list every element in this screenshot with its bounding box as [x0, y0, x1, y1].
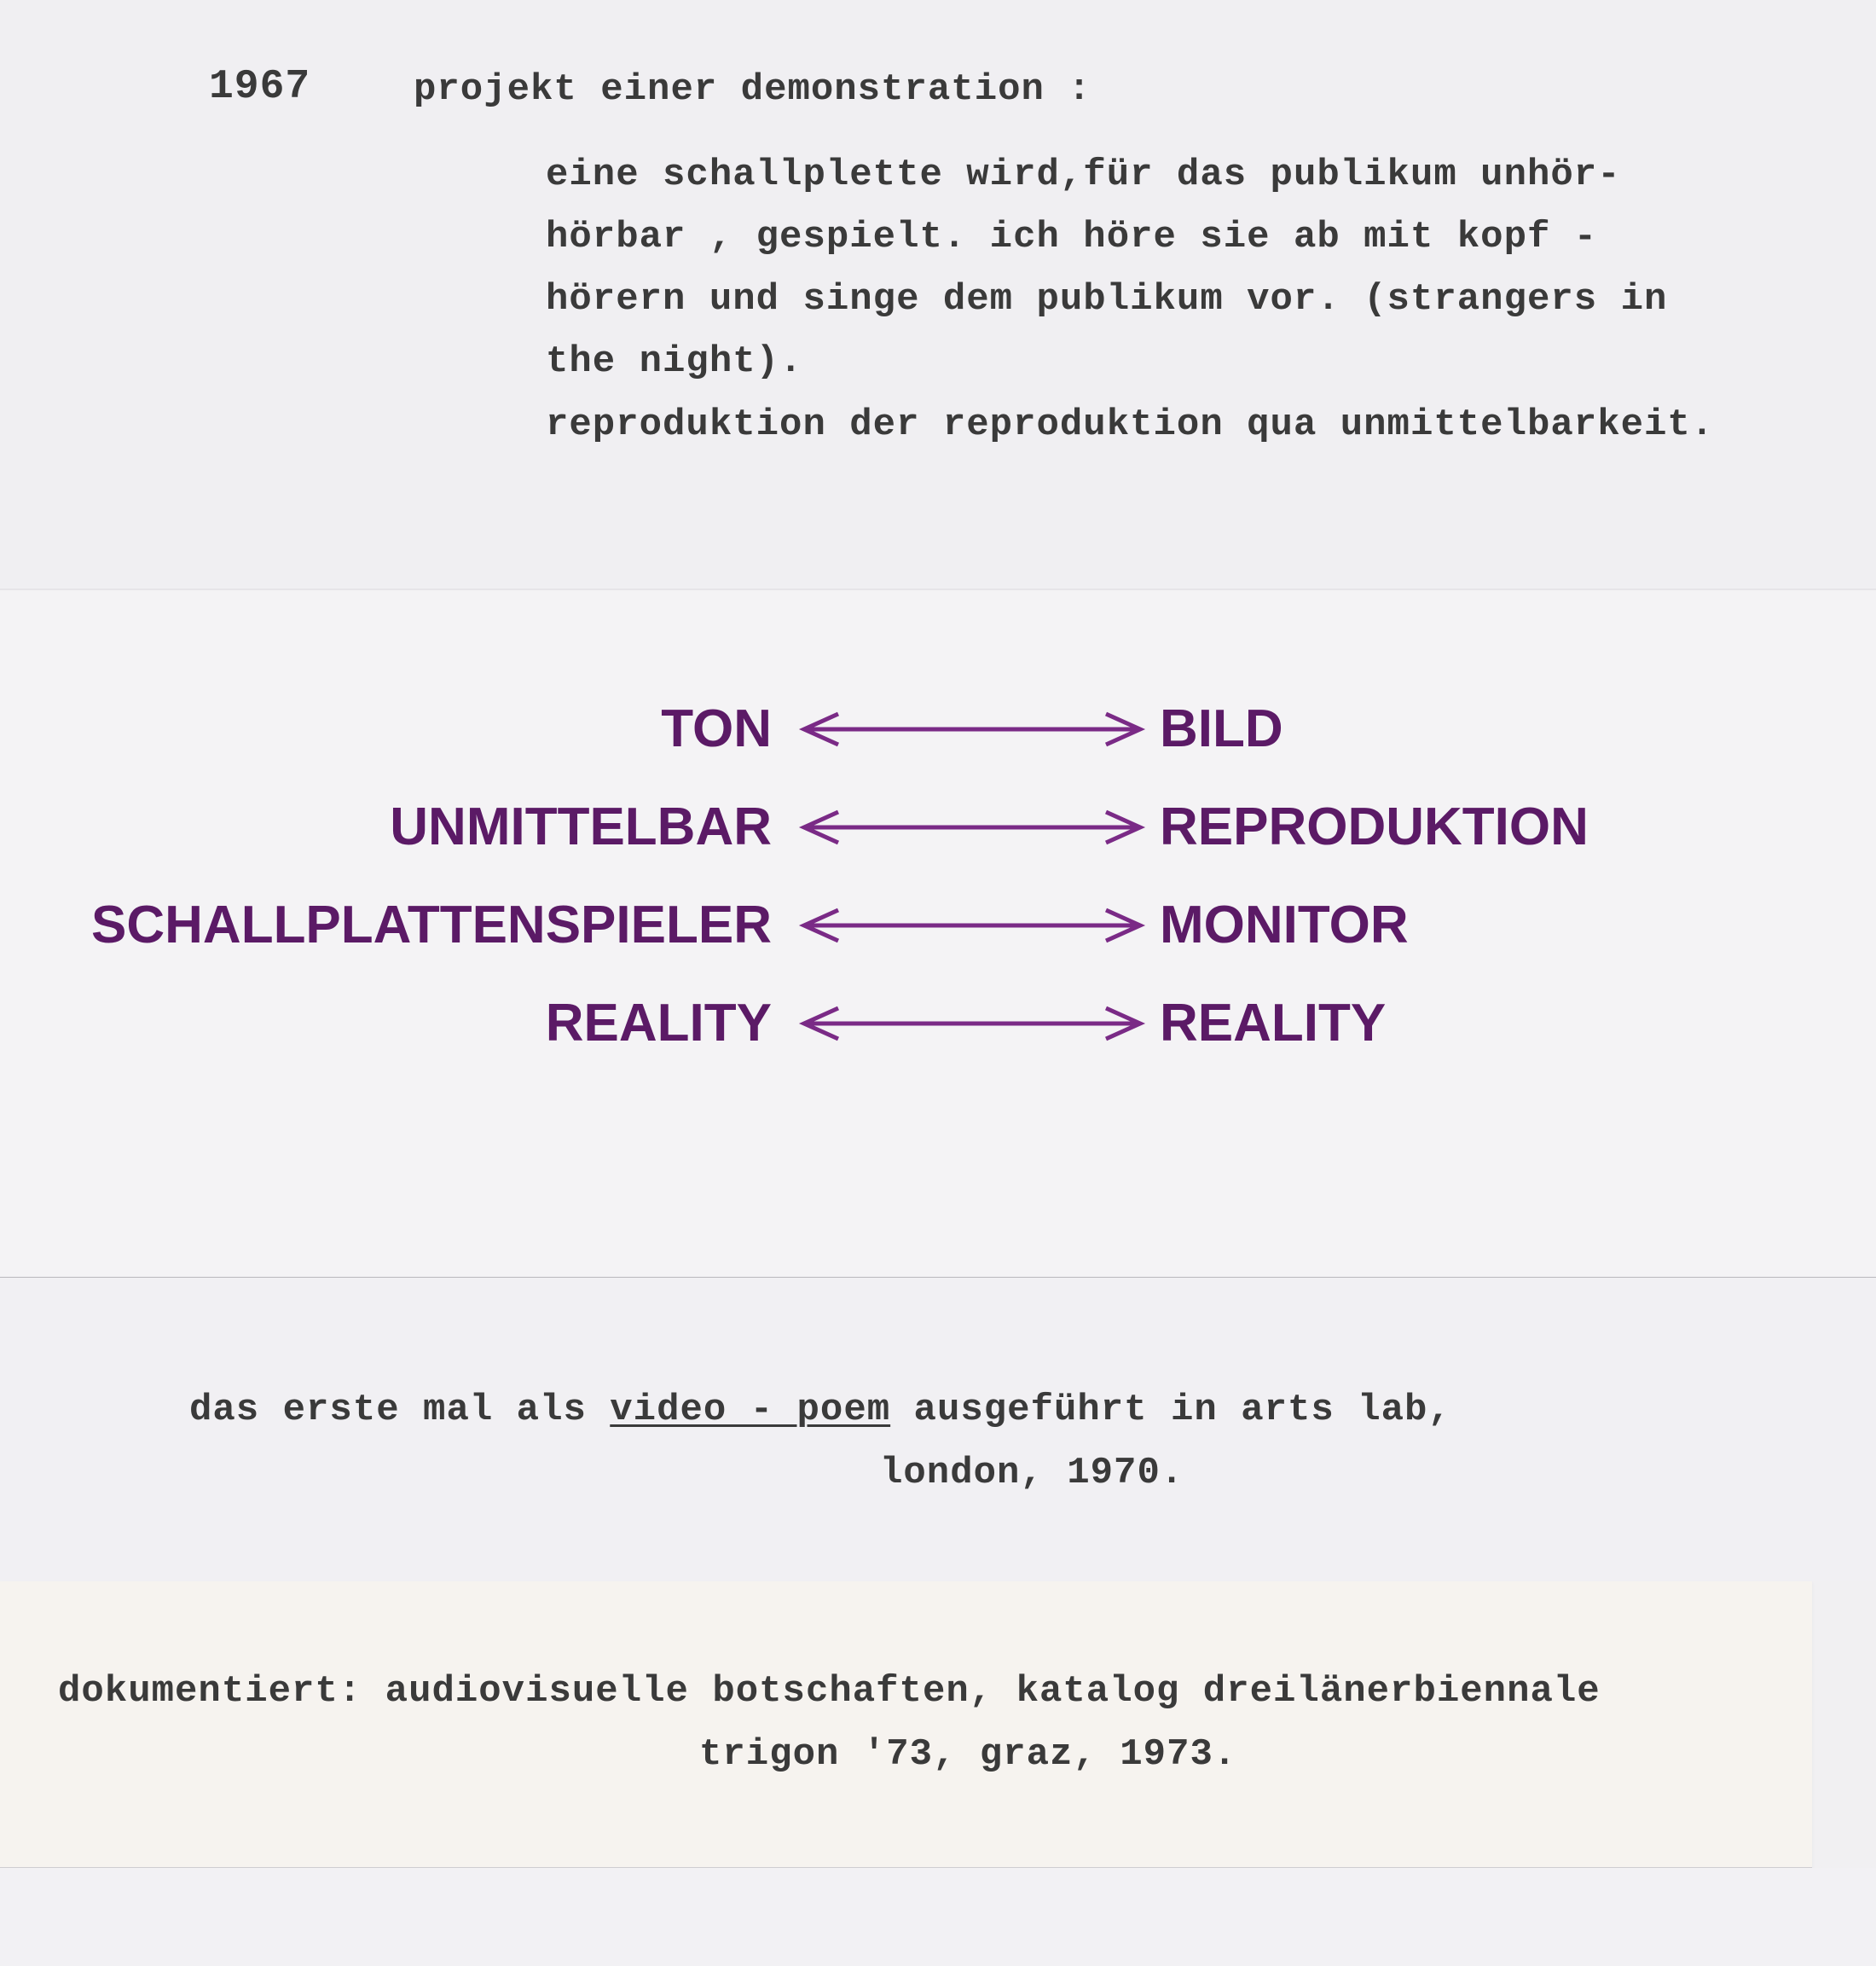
note-text-before: das erste mal als — [189, 1389, 611, 1431]
project-heading: projekt einer demonstration : — [414, 68, 1091, 111]
diagram-left-label: TON — [661, 699, 772, 758]
double-arrow-icon — [797, 1005, 1147, 1042]
diagram-right-label: MONITOR — [1160, 896, 1409, 954]
description-line: reproduktion der reproduktion qua unmittelbarkeit. — [546, 403, 1715, 446]
diagram-row — [0, 695, 1876, 763]
diagram-left-label: UNMITTELBAR — [390, 797, 772, 856]
description-line: eine schallplette wird,für das publikum unhör- — [546, 154, 1621, 196]
double-arrow-icon — [797, 907, 1147, 944]
description-line: hörern und singe dem publikum vor. (strangers in — [546, 278, 1668, 321]
video-poem-underlined: video - poem — [610, 1389, 891, 1431]
diagram-row — [0, 989, 1876, 1058]
double-arrow-icon — [797, 710, 1147, 748]
bottom-sheet — [0, 1868, 1876, 1966]
diagram-row — [0, 891, 1876, 960]
diagram-right-label: REPRODUKTION — [1160, 797, 1589, 856]
performance-note — [189, 1389, 1451, 1431]
note-text-after: ausgeführt in arts lab, — [890, 1389, 1451, 1431]
year-label: 1967 — [209, 64, 311, 110]
description-line: hörbar , gespielt. ich höre sie ab mit kopf - — [546, 216, 1598, 258]
diagram-row — [0, 793, 1876, 861]
double-arrow-icon — [797, 809, 1147, 846]
documentation-line: dokumentiert: audiovisuelle botschaften, katalog dreilänerbiennale — [58, 1670, 1601, 1713]
diagram-right-label: BILD — [1160, 699, 1283, 758]
diagram-left-label: REALITY — [545, 994, 772, 1053]
diagram-right-label: REALITY — [1160, 994, 1387, 1053]
performance-note-location: london, 1970. — [880, 1452, 1184, 1494]
description-line: the night). — [546, 340, 803, 383]
documentation-line: trigon '73, graz, 1973. — [699, 1733, 1237, 1776]
documentation-strip — [0, 1581, 1812, 1870]
diagram-left-label: SCHALLPLATTENSPIELER — [91, 896, 772, 954]
